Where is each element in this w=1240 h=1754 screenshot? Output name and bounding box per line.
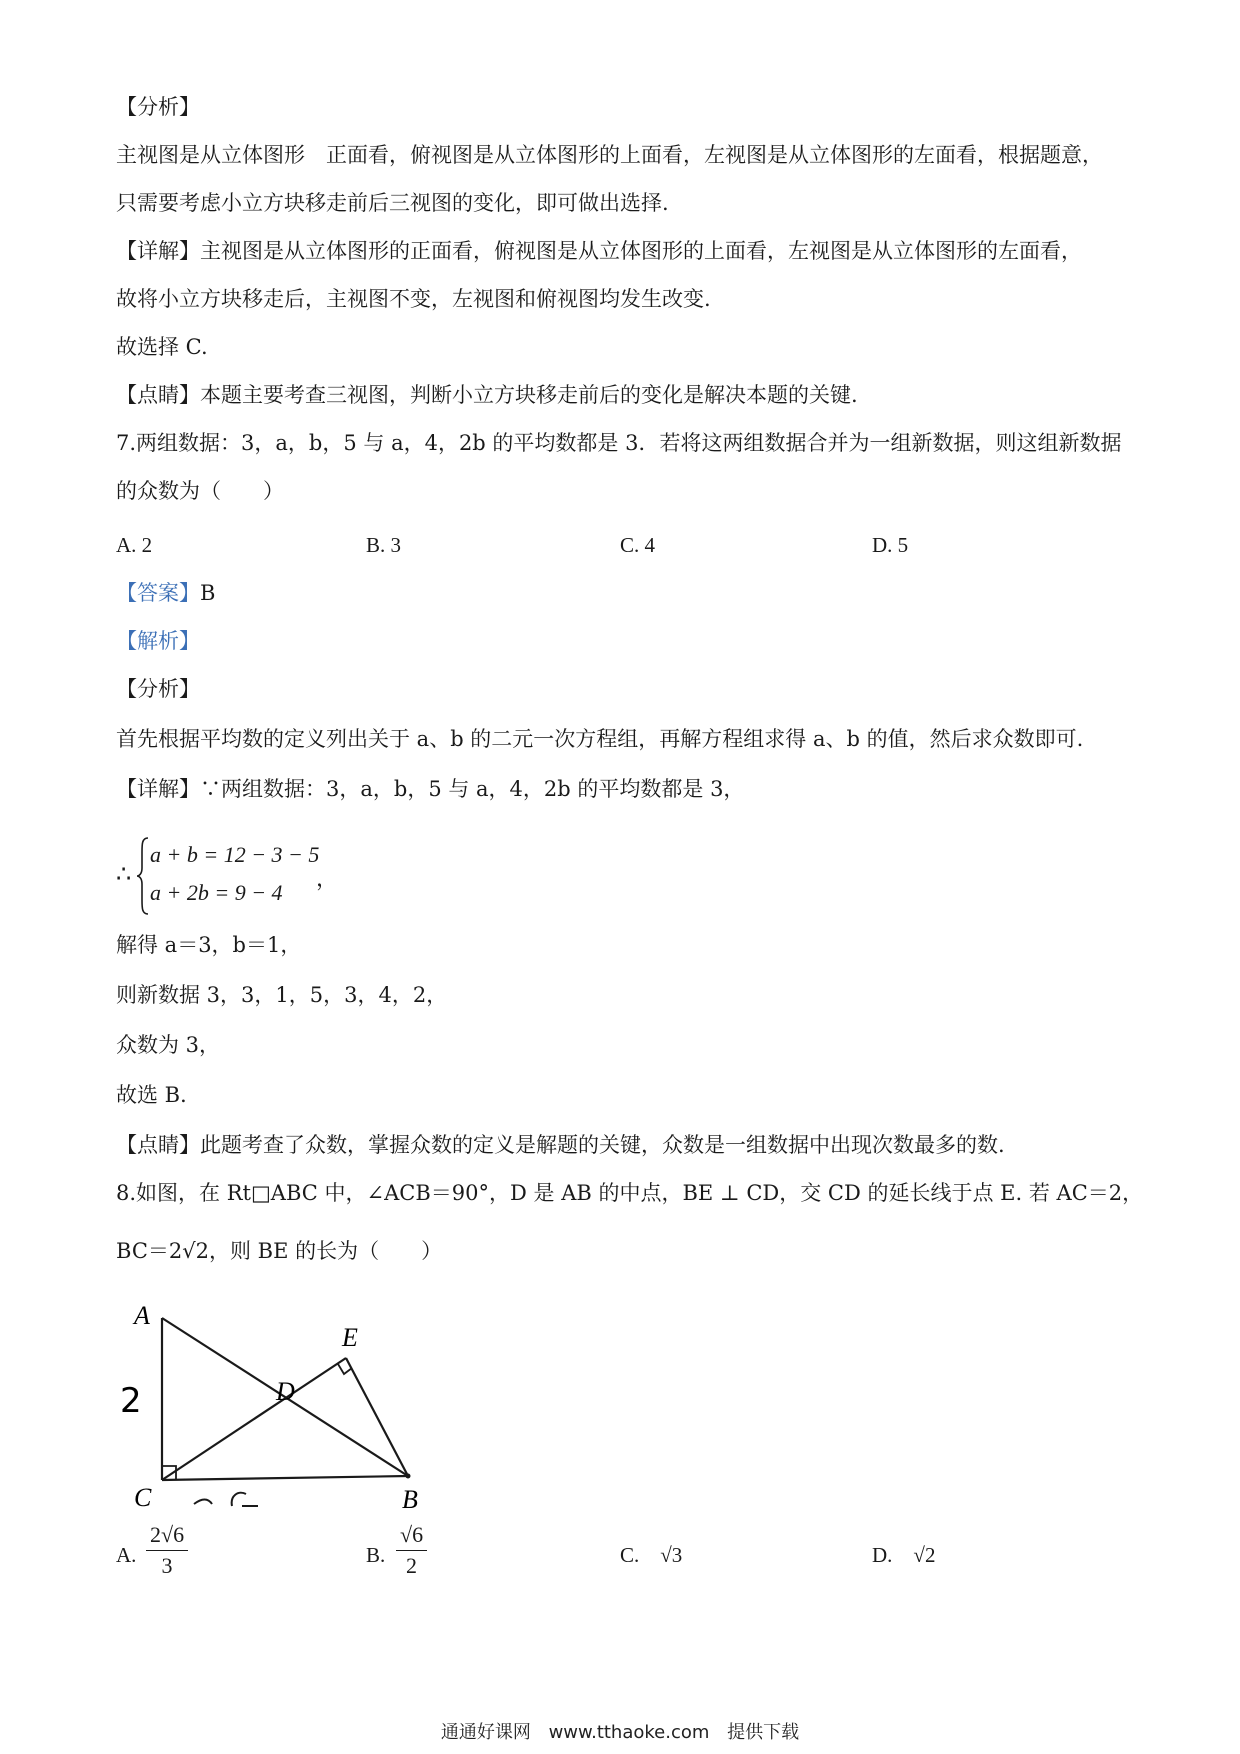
solve-result: 解得 a＝3，b＝1， bbox=[116, 933, 302, 957]
q8-option-b-denominator: 2 bbox=[406, 1553, 418, 1578]
q7-option-b: B. 3 bbox=[366, 533, 402, 557]
therefore-symbol: ∴ bbox=[116, 860, 132, 888]
question-8-stem: 8.如图，在 Rt□ABC 中，∠ACB＝90°，D 是 AB 的中点，BE ⊥ CD，交 CD 的延长线于点 E. 若 AC＝2， bbox=[116, 1181, 1144, 1205]
segment-eb bbox=[346, 1358, 408, 1476]
label-e: E bbox=[342, 1323, 358, 1352]
q8-option-a-label: A. bbox=[116, 1543, 137, 1567]
footer-note: 提供下载 bbox=[727, 1722, 800, 1743]
segment-cb bbox=[162, 1476, 408, 1480]
detail-text-2: 故将小立方块移走后，主视图不变，左视图和俯视图均发生改变. bbox=[116, 287, 711, 311]
question-7-stem-cont: 的众数为（ ） bbox=[116, 479, 284, 503]
label-c: C bbox=[134, 1483, 152, 1510]
answer-line bbox=[116, 578, 215, 608]
footer-site: 通通好课网 bbox=[440, 1722, 531, 1743]
footer-url[interactable]: www.tthaoke.com bbox=[548, 1722, 710, 1743]
analysis-text-2: 只需要考虑小立方块移走前后三视图的变化，即可做出选择. bbox=[116, 191, 669, 215]
question-7-stem: 7.两组数据：3，a，b，5 与 a，4，2b 的平均数都是 3．若将这两组数据合并为一组新数据，则这组新数据 bbox=[116, 431, 1122, 455]
detail-text-1: 【详解】主视图是从立体图形的正面看，俯视图是从立体图形的上面看，左视图是从立体图形的左面看， bbox=[116, 239, 1082, 263]
handwritten-side-bc-scribble bbox=[194, 1493, 258, 1506]
q8-option-d: D. √2 bbox=[872, 1543, 936, 1567]
new-data-line: 则新数据 3，3，1，5，3，4，2， bbox=[116, 983, 448, 1007]
handwritten-side-ac: 2 bbox=[120, 1381, 142, 1421]
q8-option-a-numerator: 2√6 bbox=[146, 1520, 188, 1551]
choice-text: 故选择 C. bbox=[116, 335, 208, 359]
system-comma: ， bbox=[316, 867, 339, 892]
q8-option-b-label: B. bbox=[366, 1543, 386, 1567]
page-footer bbox=[0, 1718, 1240, 1744]
answer-value: B bbox=[200, 581, 216, 605]
solution-tag: 【解析】 bbox=[116, 629, 200, 653]
mode-line: 众数为 3， bbox=[116, 1033, 221, 1057]
choose-b-line: 故选 B． bbox=[116, 1083, 202, 1107]
q7-option-a: A. 2 bbox=[116, 533, 153, 557]
comment-text-q6: 【点睛】本题主要考查三视图，判断小立方块移走前后的变化是解决本题的关键. bbox=[116, 383, 858, 407]
q8-option-b-fraction bbox=[396, 1520, 427, 1581]
equation-system bbox=[116, 836, 356, 916]
q7-option-d: D. 5 bbox=[872, 533, 909, 557]
analysis-heading-q7: 【分析】 bbox=[116, 677, 200, 701]
triangle-figure bbox=[116, 1300, 446, 1510]
analysis-heading-q6: 【分析】 bbox=[116, 95, 200, 119]
q7-option-c: C. 4 bbox=[620, 533, 656, 557]
label-d: D bbox=[276, 1377, 295, 1406]
q8-option-a-fraction bbox=[146, 1520, 188, 1581]
detail-text-q7: 【详解】∵两组数据：3，a，b，5 与 a，4，2b 的平均数都是 3， bbox=[116, 777, 745, 801]
comment-text-q7: 【点睛】此题考查了众数，掌握众数的定义是解题的关键，众数是一组数据中出现次数最多的数. bbox=[116, 1133, 1005, 1157]
q8-option-b-numerator: √6 bbox=[396, 1520, 427, 1551]
answer-tag: 【答案】 bbox=[116, 581, 200, 605]
analysis-text-q7: 首先根据平均数的定义列出关于 a、b 的二元一次方程组，再解方程组求得 a、b 的值，然后求众数即可. bbox=[116, 727, 1084, 751]
left-brace-icon bbox=[136, 836, 150, 916]
q8-option-a-denominator: 3 bbox=[161, 1553, 173, 1578]
q8-option-c: C. √3 bbox=[620, 1543, 683, 1567]
equation-1: a + b = 12 − 3 − 5 bbox=[150, 842, 320, 867]
label-b: B bbox=[402, 1485, 418, 1510]
equation-2: a + 2b = 9 − 4 bbox=[150, 880, 283, 905]
label-a: A bbox=[134, 1301, 150, 1330]
analysis-text-1: 主视图是从立体图形 正面看，俯视图是从立体图形的上面看，左视图是从立体图形的左面看，根据题意， bbox=[116, 143, 1103, 167]
point-b bbox=[406, 1474, 411, 1479]
question-8-stem-cont: BC＝2√2，则 BE 的长为（ ） bbox=[116, 1239, 443, 1263]
